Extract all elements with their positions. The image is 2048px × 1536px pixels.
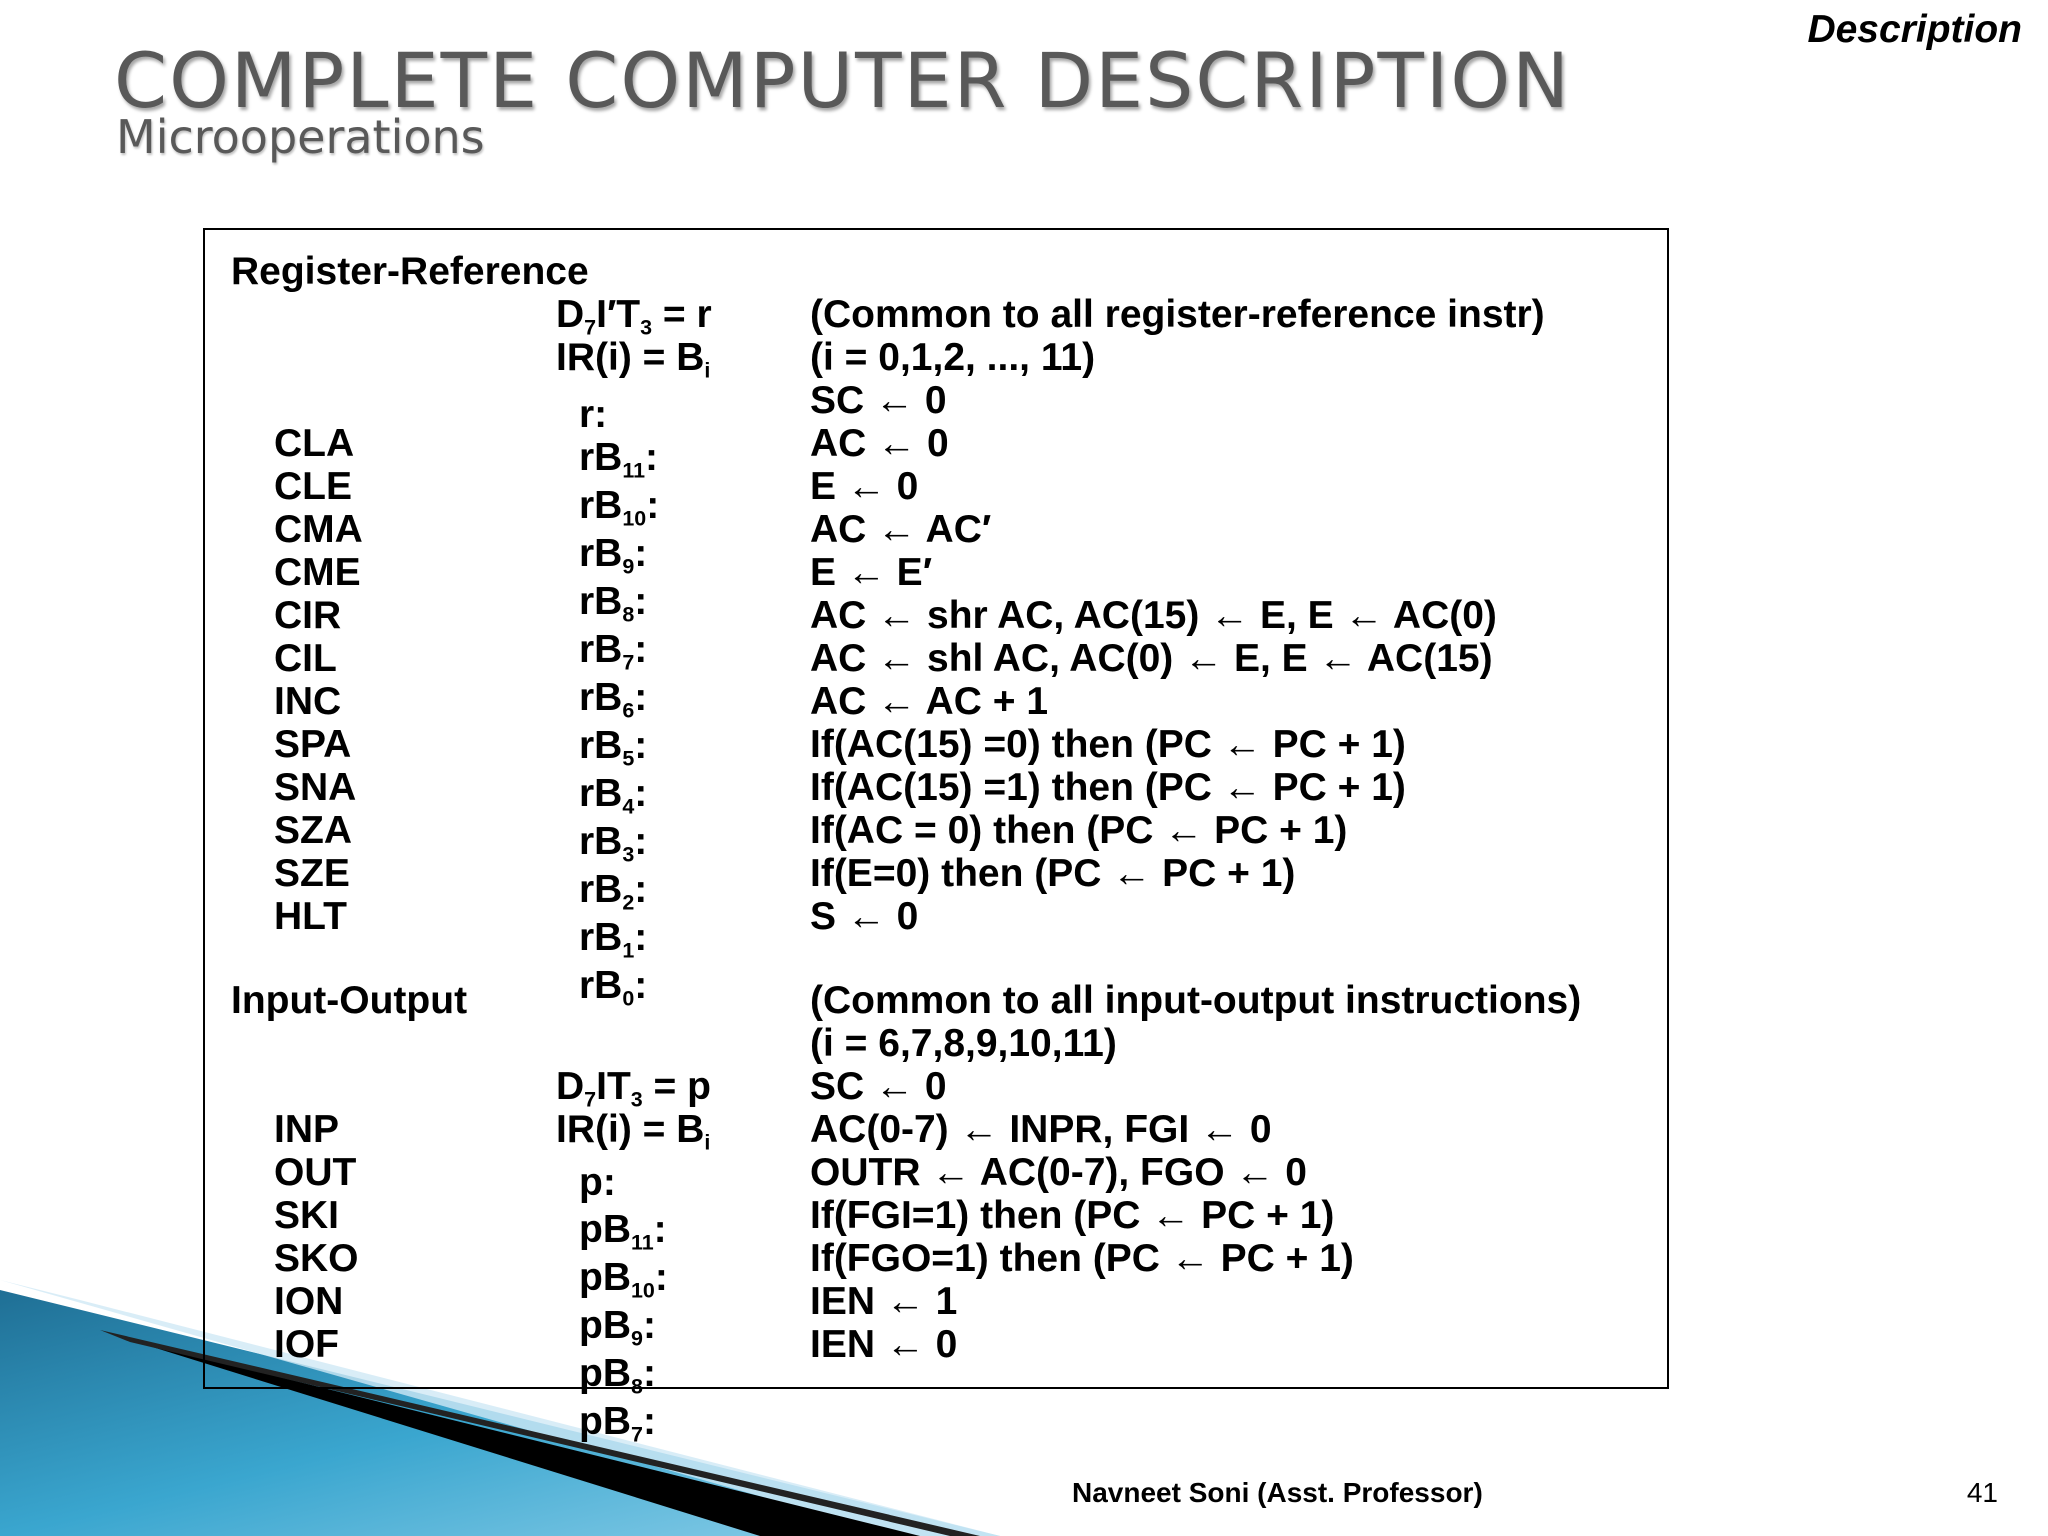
- rr-r-label: r:: [579, 393, 608, 436]
- rr-ir-line: $IR(i) = B_i$: [556, 336, 711, 383]
- input-output-heading: Input-Output: [231, 979, 468, 1022]
- instr-name: CLA: [274, 422, 355, 465]
- slide-title: COMPLETE COMPUTER DESCRIPTION: [114, 36, 1571, 125]
- instr-name: SKI: [274, 1194, 340, 1237]
- microoperation: AC(0-7) ← INPR, FGI ← 0: [810, 1108, 1272, 1151]
- footer-author: Navneet Soni (Asst. Professor): [1072, 1477, 1483, 1508]
- microoperation: AC ← shr AC, AC(15) ← E, E ← AC(0): [810, 594, 1497, 637]
- instr-name: SZA: [274, 809, 352, 852]
- instr-name: IOF: [274, 1323, 339, 1366]
- bit-selector: $pB_{10}$:: [579, 1256, 668, 1303]
- instr-name: HLT: [274, 895, 347, 938]
- instr-name: INP: [274, 1108, 340, 1151]
- instr-name: CIL: [274, 637, 337, 680]
- microoperation: AC ← shl AC, AC(0) ← E, E ← AC(15): [810, 637, 1493, 680]
- bit-selector: $rB_6$:: [579, 676, 648, 723]
- bit-selector: $rB_{11}$:: [579, 436, 659, 483]
- microoperation: IEN ← 1: [810, 1280, 958, 1323]
- instr-name: SPA: [274, 723, 352, 766]
- bit-selector: $pB_9$:: [579, 1304, 656, 1351]
- microoperation: AC ← 0: [810, 422, 949, 465]
- io-common-note: (Common to all input-output instructions): [810, 979, 1582, 1022]
- microoperation: OUTR ← AC(0-7), FGO ← 0: [810, 1151, 1307, 1194]
- instr-name: INC: [274, 680, 342, 723]
- bit-selector: $rB_2$:: [579, 868, 648, 915]
- rr-r-operation: SC ← 0: [810, 379, 947, 422]
- io-condition-line: $D_7IT_3 = p$: [556, 1065, 711, 1112]
- microoperation: If(FGI=1) then (PC ← PC + 1): [810, 1194, 1335, 1237]
- bit-selector: $rB_8$:: [579, 580, 648, 627]
- instr-name: CME: [274, 551, 361, 594]
- bit-selector: $rB_5$:: [579, 724, 648, 771]
- instr-name: CMA: [274, 508, 363, 551]
- microoperation: If(AC(15) =1) then (PC ← PC + 1): [810, 766, 1406, 809]
- bit-selector: $rB_{10}$:: [579, 484, 660, 531]
- bit-selector: $pB_7$:: [579, 1400, 656, 1447]
- microoperation: If(AC = 0) then (PC ← PC + 1): [810, 809, 1348, 852]
- instr-name: OUT: [274, 1151, 357, 1194]
- instr-name: ION: [274, 1280, 344, 1323]
- bit-selector: $pB_{11}$:: [579, 1208, 667, 1255]
- bit-selector: $rB_9$:: [579, 532, 648, 579]
- microoperation: If(FGO=1) then (PC ← PC + 1): [810, 1237, 1354, 1280]
- instr-name: CLE: [274, 465, 352, 508]
- page-number: 41: [1966, 1477, 1998, 1508]
- register-reference-heading: Register-Reference: [231, 250, 589, 293]
- rr-condition-line: $D_7I'T_3 = r$: [556, 293, 712, 340]
- microoperation: AC ← AC′: [810, 508, 992, 551]
- microoperation: AC ← AC + 1: [810, 680, 1049, 723]
- microoperation: E ← E′: [810, 551, 933, 594]
- slide-subtitle: Microoperations: [116, 110, 485, 164]
- io-p-label: p:: [579, 1161, 616, 1204]
- microoperation: If(AC(15) =0) then (PC ← PC + 1): [810, 723, 1406, 766]
- instr-name: SZE: [274, 852, 350, 895]
- io-ir-line: $IR(i) = B_i$: [556, 1108, 711, 1155]
- microoperation: If(E=0) then (PC ← PC + 1): [810, 852, 1296, 895]
- bit-selector: $rB_4$:: [579, 772, 648, 819]
- bit-selector: $rB_3$:: [579, 820, 648, 867]
- instr-name: CIR: [274, 594, 342, 637]
- microoperation: S ← 0: [810, 895, 919, 938]
- bit-selector: $rB_7$:: [579, 628, 648, 675]
- io-range-note: (i = 6,7,8,9,10,11): [810, 1022, 1117, 1065]
- bit-selector: $rB_0$:: [579, 964, 648, 1011]
- instr-name: SNA: [274, 766, 357, 809]
- io-sc-operation: SC ← 0: [810, 1065, 947, 1108]
- rr-condition-note: (Common to all register-reference instr): [810, 293, 1545, 336]
- microoperation: IEN ← 0: [810, 1323, 958, 1366]
- rr-ir-note: (i = 0,1,2, ..., 11): [810, 336, 1096, 379]
- instr-name: SKO: [274, 1237, 359, 1280]
- bit-selector: $pB_8$:: [579, 1352, 656, 1399]
- bit-selector: $rB_1$:: [579, 916, 648, 963]
- microoperation: E ← 0: [810, 465, 919, 508]
- corner-label: Description: [1807, 8, 2022, 51]
